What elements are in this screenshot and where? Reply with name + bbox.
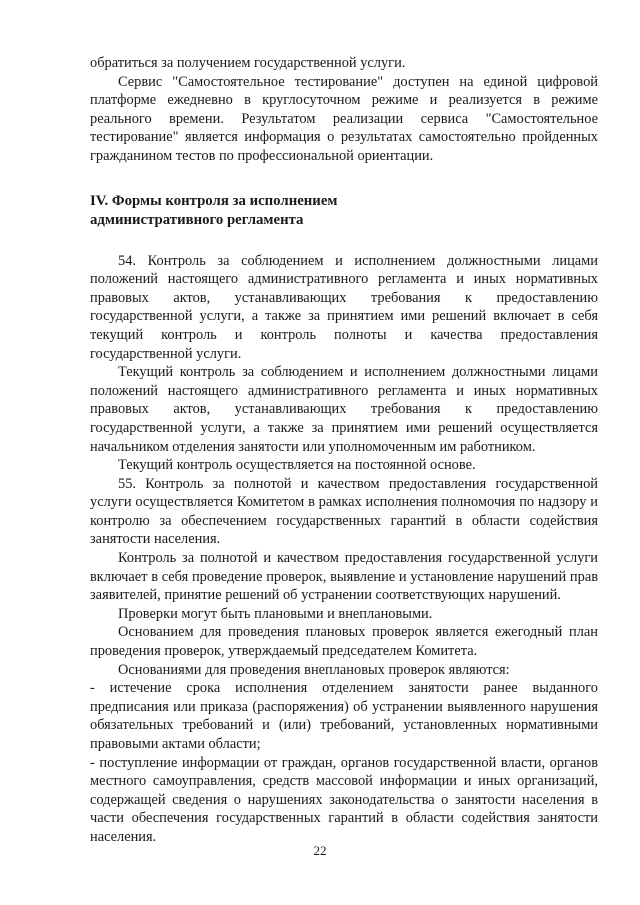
paragraph-checks-types: Проверки могут быть плановыми и внеплановыми. (118, 605, 433, 622)
page-number: 22 (313, 843, 327, 858)
section-heading-line-1: IV. Формы контроля за исполнением (90, 192, 338, 209)
list-item-deadline-expired: - истечение срока исполнения отделением занятости ранее выданного предписания или приказа (распоряжения) об устранении выявленного нарушения обязательных требований и (или) требований, установленных нормативными правовыми актами области; (90, 680, 598, 752)
paragraph-planned-basis: Основанием для проведения плановых проверок является ежегодный план проведения проверок, утверждаемый председателем Комитета. (90, 624, 598, 660)
paragraph-permanent-basis: Текущий контроль осуществляется на постоянной основе. (118, 457, 476, 474)
list-item-information-received: - поступление информации от граждан, органов государственной власти, органов местного самоуправления, средств массовой информации и иных организаций, содержащей сведения о нарушениях законодательства о занятости населения в части обеспечения государственных гарантий в области содействия занятости населения. (90, 754, 598, 845)
section-heading-line-2: административного регламента (90, 211, 304, 228)
paragraph-checks-include: Контроль за полнотой и качеством предоставления государственной услуги включает в себя проведение проверок, выявление и установление нарушений прав заявителей, принятие решений об устранении соответствующих нарушений. (90, 550, 598, 604)
paragraph-54: 54. Контроль за соблюдением и исполнением должностными лицами положений настоящего административного регламента и иных нормативных правовых актов, устанавливающих требования к предоставлению государственной услуги, а также за принятием ими решений включает в себя текущий контроль и контроль полноты и качества предоставления государственной услуги. (90, 252, 598, 362)
paragraph-service: Сервис "Самостоятельное тестирование" доступен на единой цифровой платформе ежедневно в круглосуточном режиме и реализуется в режиме реального времени. Результатом реализации сервиса "Самостоятельное тестирование" является информация о результатах самостоятельно пройденных гражданином тестов по профессиональной ориентации. (90, 73, 598, 164)
paragraph-55: 55. Контроль за полнотой и качеством предоставления государственной услуги осуществляется Комитетом в рамках исполнения полномочия по надзору и контролю за обеспечением государственных гарантий в области содействия занятости населения. (90, 475, 598, 548)
paragraph-unplanned-intro: Основаниями для проведения внеплановых проверок являются: (118, 661, 510, 678)
lead-fragment: обратиться за получением государственной услуги. (90, 55, 406, 71)
paragraph-current-control: Текущий контроль за соблюдением и исполнением должностными лицами положений настоящего административного регламента и иных нормативных правовых актов, устанавливающих требования к предоставлению государственной услуги, а также за принятием ими решений осуществляется начальником отделения занятости или уполномоченным им работником. (90, 364, 598, 455)
page-body (90, 54, 598, 847)
